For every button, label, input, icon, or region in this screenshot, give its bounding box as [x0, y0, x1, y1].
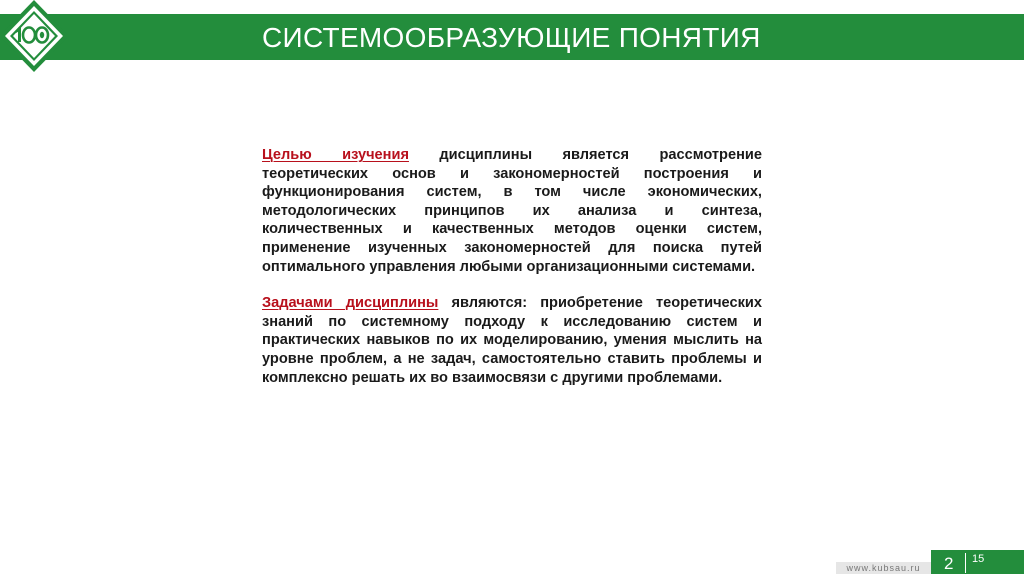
page-number: 2 — [944, 554, 954, 573]
logo-100-icon — [0, 0, 69, 72]
footer-site-link[interactable]: www.kubsau.ru — [836, 562, 931, 574]
page-indicator — [931, 550, 1024, 574]
goal-paragraph — [262, 146, 762, 276]
tasks-lead: Задачами дисциплины — [262, 295, 439, 312]
tasks-text: являются: приобретение теоретических знаний по системному подходу к исследованию систем и практических навыков по их моделированию, умения мыслить на уровне проблем, а не задач, самостоятельно ставить проблемы и комплексно решать их во взаимосвязи с другими проблемами. — [262, 295, 762, 386]
goal-text: дисциплины является рассмотрение теоретических основ и закономерностей построения и функционирования систем, в том числе экономических, методологических принципов их анализа и синтеза, количественных и качественных методов оценки систем, применение изученных закономерностей для поиска путей оптимального управления любыми организационными системами. — [262, 147, 762, 275]
tasks-paragraph — [262, 294, 762, 387]
page-separator — [965, 553, 966, 573]
goal-lead: Целью изучения — [262, 147, 409, 163]
page-total: 15 — [972, 553, 985, 565]
content-block — [262, 146, 762, 405]
slide-title: СИСТЕМООБРАЗУЮЩИЕ ПОНЯТИЯ — [262, 22, 761, 53]
university-logo — [0, 0, 69, 72]
